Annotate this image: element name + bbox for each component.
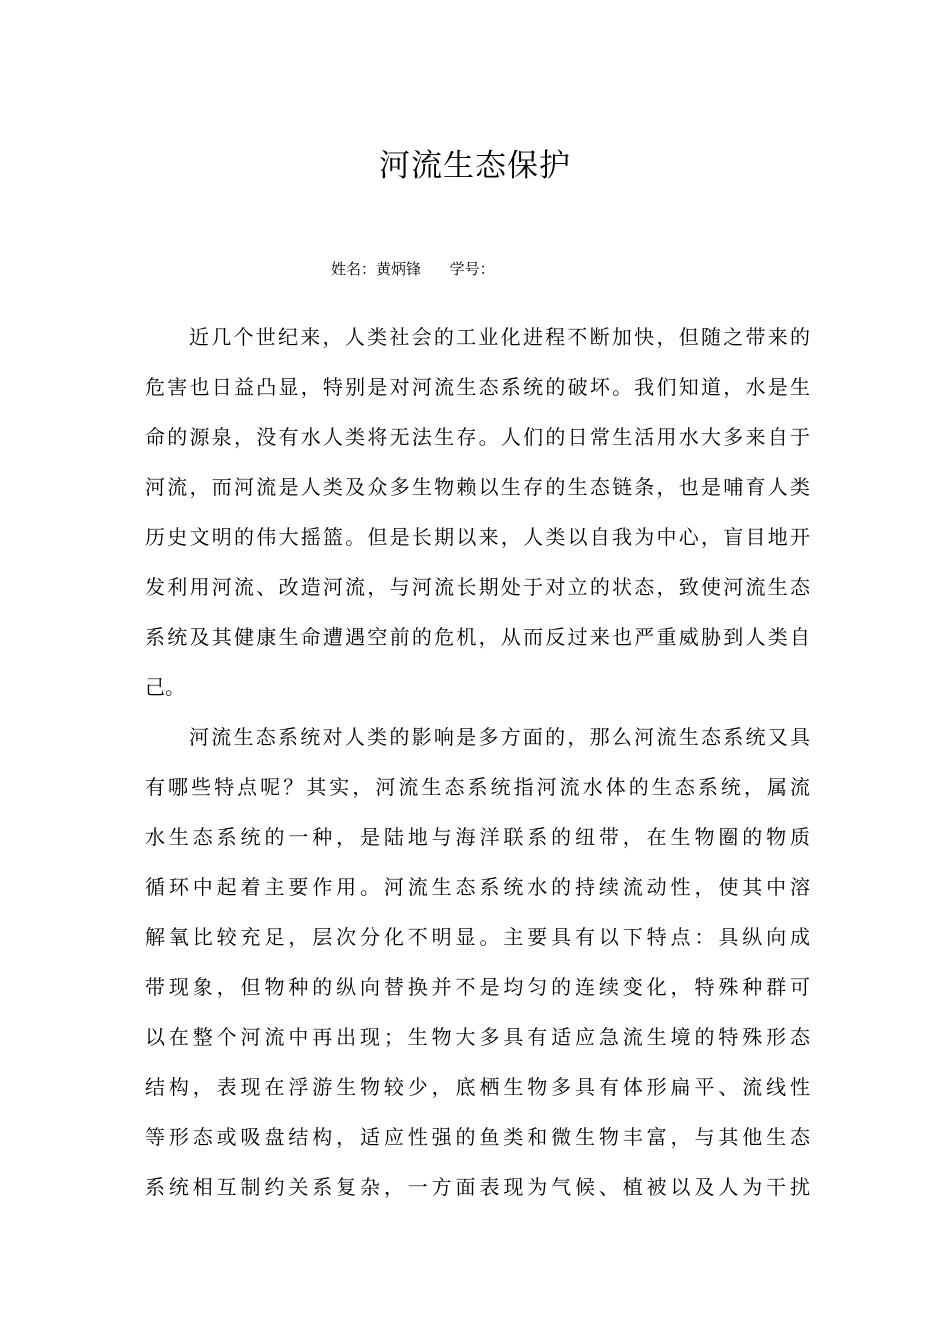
paragraph-2 bbox=[145, 712, 810, 1212]
paragraph-line: 河流，而河流是人类及众多生物赖以生存的生态链条，也是哺育人类 bbox=[145, 475, 810, 499]
paragraph-line: 循环中起着主要作用。河流生态系统水的持续流动性，使其中溶 bbox=[145, 875, 810, 899]
byline bbox=[331, 258, 495, 279]
paragraph-line: 命的源泉，没有水人类将无法生存。人们的日常生活用水大多来自于 bbox=[145, 425, 810, 449]
author-name: 姓名：黄炳锋 bbox=[331, 260, 422, 278]
document-title: 河流生态保护 bbox=[379, 148, 571, 184]
paragraph-line: 带现象，但物种的纵向替换并不是均匀的连续变化，特殊种群可 bbox=[145, 975, 810, 999]
paragraph-line: 己。 bbox=[145, 675, 185, 699]
student-id: 学号： bbox=[449, 260, 495, 278]
paragraph-line: 以在整个河流中再出现；生物大多具有适应急流生境的特殊形态 bbox=[145, 1025, 810, 1049]
paragraph-line: 有哪些特点呢？其实，河流生态系统指河流水体的生态系统，属流 bbox=[145, 775, 810, 799]
paragraph-line: 近几个世纪来，人类社会的工业化进程不断加快，但随之带来的 bbox=[189, 325, 810, 349]
paragraph-line: 系统相互制约关系复杂，一方面表现为气候、植被以及人为干扰 bbox=[145, 1175, 810, 1199]
paragraph-line: 发利用河流、改造河流，与河流长期处于对立的状态，致使河流生态 bbox=[145, 575, 810, 599]
paragraph-line: 水生态系统的一种，是陆地与海洋联系的纽带，在生物圈的物质 bbox=[145, 825, 810, 849]
document-body bbox=[145, 312, 810, 1212]
paragraph-1 bbox=[145, 312, 810, 712]
paragraph-line: 解氧比较充足，层次分化不明显。主要具有以下特点：具纵向成 bbox=[145, 925, 810, 949]
paragraph-line: 历史文明的伟大摇篮。但是长期以来，人类以自我为中心，盲目地开 bbox=[145, 525, 810, 549]
paragraph-line: 危害也日益凸显，特别是对河流生态系统的破坏。我们知道，水是生 bbox=[145, 375, 810, 399]
paragraph-line: 河流生态系统对人类的影响是多方面的，那么河流生态系统又具 bbox=[189, 725, 810, 749]
paragraph-line: 系统及其健康生命遭遇空前的危机，从而反过来也严重威胁到人类自 bbox=[145, 625, 810, 649]
paragraph-line: 结构，表现在浮游生物较少，底栖生物多具有体形扁平、流线性 bbox=[145, 1075, 810, 1099]
paragraph-line: 等形态或吸盘结构，适应性强的鱼类和微生物丰富，与其他生态 bbox=[145, 1125, 810, 1149]
